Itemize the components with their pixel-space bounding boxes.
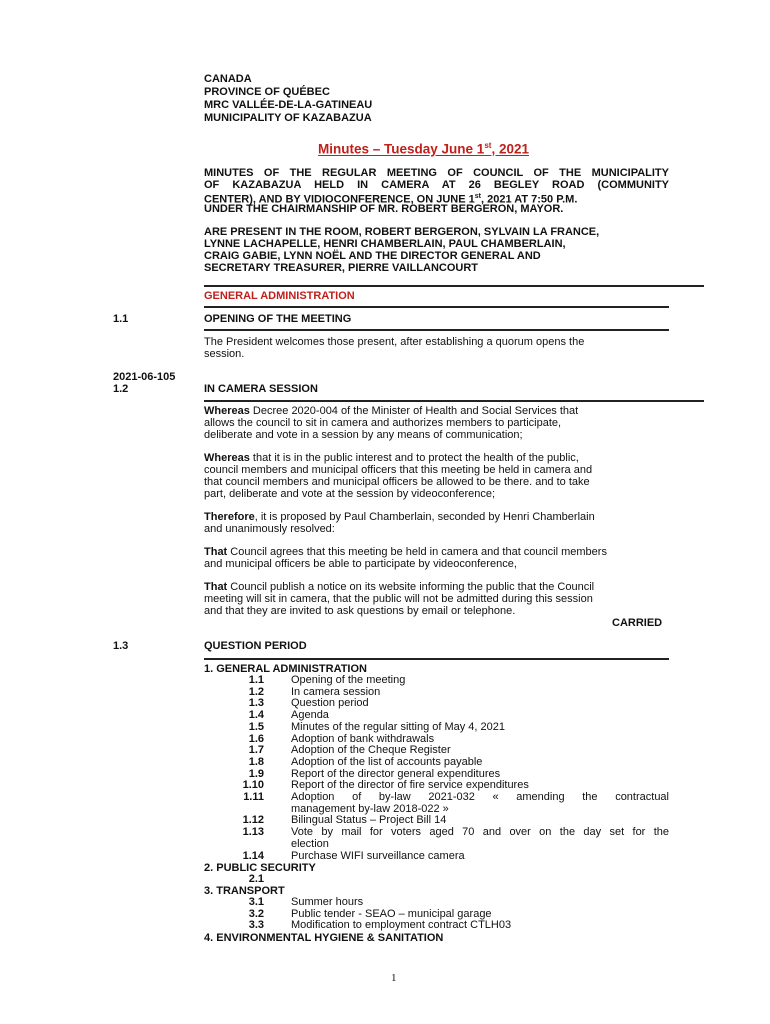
p2-line-2: council members and municipal officers that this meeting be held in camera and [204, 464, 593, 476]
agenda-item-number: 3.2 [248, 907, 264, 920]
p2-line-1-text: that it is in the public interest and to protect the health of the public, [252, 452, 579, 464]
agenda-item-text: In camera session [291, 685, 381, 698]
p1-line-3: deliberate and vote in a session by any means of communication; [204, 429, 523, 441]
intro-line-3-sup: st [474, 193, 481, 200]
p4-line-1 [204, 546, 607, 558]
present-line-4: SECRETARY TREASURER, PIERRE VAILLANCOURT [204, 262, 479, 274]
intro-line-3-main: CENTER), AND BY VIDIOCONFERENCE, ON JUNE 1 [204, 193, 475, 206]
agenda-item-text: Public tender - SEAO – municipal garage [291, 907, 492, 920]
agenda-item-number: 1.1 [248, 674, 264, 686]
p5-bold: That [204, 581, 228, 593]
agenda-group-1: 1. GENERAL ADMINISTRATION [204, 663, 367, 675]
agenda-item-number: 1.5 [248, 720, 264, 733]
item-1-3-heading: QUESTION PERIOD [204, 640, 307, 652]
item-1-1-rule [204, 329, 669, 331]
section-rule-bottom [204, 306, 669, 308]
p5-line-2: meeting will sit in camera, that the public will not be admitted during this session [204, 593, 593, 605]
p2-line-4: part, deliberate and vote at the session by videoconference; [204, 488, 496, 500]
p1-bold: Whereas [204, 405, 250, 417]
p4-bold: That [204, 546, 228, 558]
title-prefix: Minutes – Tuesday June 1 [318, 141, 485, 157]
agenda-item-number: 1.8 [248, 755, 264, 768]
p5-line-1-text: Council publish a notice on its website informing the public that the Council [230, 581, 595, 593]
agenda-item-number: 1.9 [248, 767, 264, 780]
agenda-item-text-continued: management by-law 2018-022 » [291, 802, 449, 815]
page-title [318, 138, 529, 157]
agenda-item-number: 3.1 [248, 896, 264, 908]
agenda-item-number: 1.10 [242, 779, 264, 792]
agenda-group-4: 4. ENVIRONMENTAL HYGIENE & SANITATION [204, 932, 444, 944]
agenda-item-2-1-number: 2.1 [248, 873, 264, 885]
p2-bold: Whereas [204, 452, 250, 464]
agenda-item-text: Modification to employment contract CTLH03 [291, 919, 512, 932]
item-1-2-number: 1.2 [113, 383, 129, 395]
item-1-1-number: 1.1 [113, 313, 129, 325]
agenda-item-text: Adoption of the list of accounts payable [291, 755, 483, 768]
agenda-group-2: 2. PUBLIC SECURITY [204, 862, 316, 874]
p5-line-1 [204, 581, 594, 593]
item-1-1-body-1: The President welcomes those present, after establishing a quorum opens the [204, 336, 585, 348]
agenda-item-text: Report of the director of fire service expenditures [291, 779, 529, 792]
agenda-item-number: 3.3 [248, 919, 264, 932]
item-1-1-heading: OPENING OF THE MEETING [204, 313, 352, 325]
agenda-item-number: 1.3 [248, 697, 264, 710]
agenda-item-text-continued: election [291, 837, 329, 850]
agenda-item-number: 1.11 [243, 791, 264, 803]
agenda-item-number: 1.14 [242, 849, 264, 862]
agenda-item-text: Bilingual Status – Project Bill 14 [291, 814, 447, 827]
resolution-number: 2021-06-105 [113, 371, 176, 383]
header-country: CANADA [204, 73, 252, 85]
carried-label: CARRIED [612, 617, 663, 629]
present-line-1: ARE PRESENT IN THE ROOM, ROBERT BERGERON, SYLVAIN LA FRANCE, [204, 226, 600, 238]
present-line-3: CRAIG GABIE, LYNN NOËL AND THE DIRECTOR GENERAL AND [204, 250, 541, 262]
p1-line-1 [204, 405, 578, 417]
agenda-item-number: 1.4 [248, 709, 264, 722]
intro-line-3-rest: , 2021 AT 7:50 P.M. [481, 193, 578, 206]
intro-line-1: MINUTES OF THE REGULAR MEETING OF COUNCIL OF THE MUNICIPALITY [204, 167, 669, 179]
agenda-item-text: Adoption of bank withdrawals [291, 732, 435, 745]
agenda-item-number: 1.13 [242, 826, 264, 839]
intro-line-4: UNDER THE CHAIRMANSHIP OF MR. ROBERT BERGERON, MAYOR. [204, 203, 564, 215]
agenda-item-text: Question period [291, 697, 369, 710]
header-municipality: MUNICIPALITY OF KAZABAZUA [204, 112, 372, 124]
agenda-item-text: Agenda [291, 709, 329, 722]
agenda-item-text: Opening of the meeting [291, 674, 406, 686]
p4-line-2: and municipal officers be able to participate by videoconference, [204, 558, 517, 570]
p3-bold: Therefore [204, 511, 255, 523]
item-1-1-body-2: session. [204, 348, 245, 360]
present-line-2: LYNNE LACHAPELLE, HENRI CHAMBERLAIN, PAUL CHAMBERLAIN, [204, 238, 566, 250]
agenda-item-text: Purchase WIFI surveillance camera [291, 849, 465, 862]
agenda-item-number: 1.7 [248, 744, 264, 757]
agenda-item-number: 1.2 [248, 685, 264, 698]
header-mrc: MRC VALLÉE-DE-LA-GATINEAU [204, 99, 373, 111]
agenda-item-text: Summer hours [291, 896, 364, 908]
agenda-group-3: 3. TRANSPORT [204, 885, 285, 897]
p5-line-3: and that they are invited to ask questions by email or telephone. [204, 605, 516, 617]
p3-line-1 [204, 511, 595, 523]
p3-line-1-text: , it is proposed by Paul Chamberlain, seconded by Henri Chamberlain [254, 511, 595, 523]
agenda-item-text: Vote by mail for voters aged 70 and over on the day set for the [291, 826, 669, 839]
section-title: GENERAL ADMINISTRATION [204, 290, 355, 302]
agenda-item-text: Report of the director general expenditures [291, 767, 501, 780]
agenda-item-text: Adoption of the Cheque Register [291, 744, 451, 757]
section-rule-top [204, 285, 704, 287]
p4-line-1-text: Council agrees that this meeting be held in camera and that council members [230, 546, 607, 558]
item-1-2-rule [204, 400, 704, 402]
p1-line-2: allows the council to sit in camera and authorizes members to participate, [204, 417, 562, 429]
title-sup: st [484, 141, 492, 150]
intro-line-2: OF KAZABAZUA HELD IN CAMERA AT 26 BEGLEY ROAD (COMMUNITY [204, 179, 669, 191]
agenda-item-text: Adoption of by-law 2021-032 « amending the contractual [291, 791, 669, 803]
page-number: 1 [391, 972, 397, 984]
item-1-2-heading: IN CAMERA SESSION [204, 383, 318, 395]
p1-line-1-text: Decree 2020-004 of the Minister of Health and Social Services that [252, 405, 579, 417]
agenda-item-text: Minutes of the regular sitting of May 4, 2021 [291, 720, 506, 733]
header-province: PROVINCE OF QUÉBEC [204, 86, 330, 98]
title-suffix: , 2021 [491, 141, 529, 157]
p2-line-3: that council members and municipal officers be allowed to be there. and to take [204, 476, 590, 488]
agenda-item-number: 1.6 [248, 732, 264, 745]
item-1-3-rule [204, 658, 669, 660]
p2-line-1 [204, 452, 579, 464]
agenda-item-number: 1.12 [242, 814, 264, 827]
item-1-3-number: 1.3 [113, 640, 129, 652]
p3-line-2: and unanimously resolved: [204, 523, 335, 535]
